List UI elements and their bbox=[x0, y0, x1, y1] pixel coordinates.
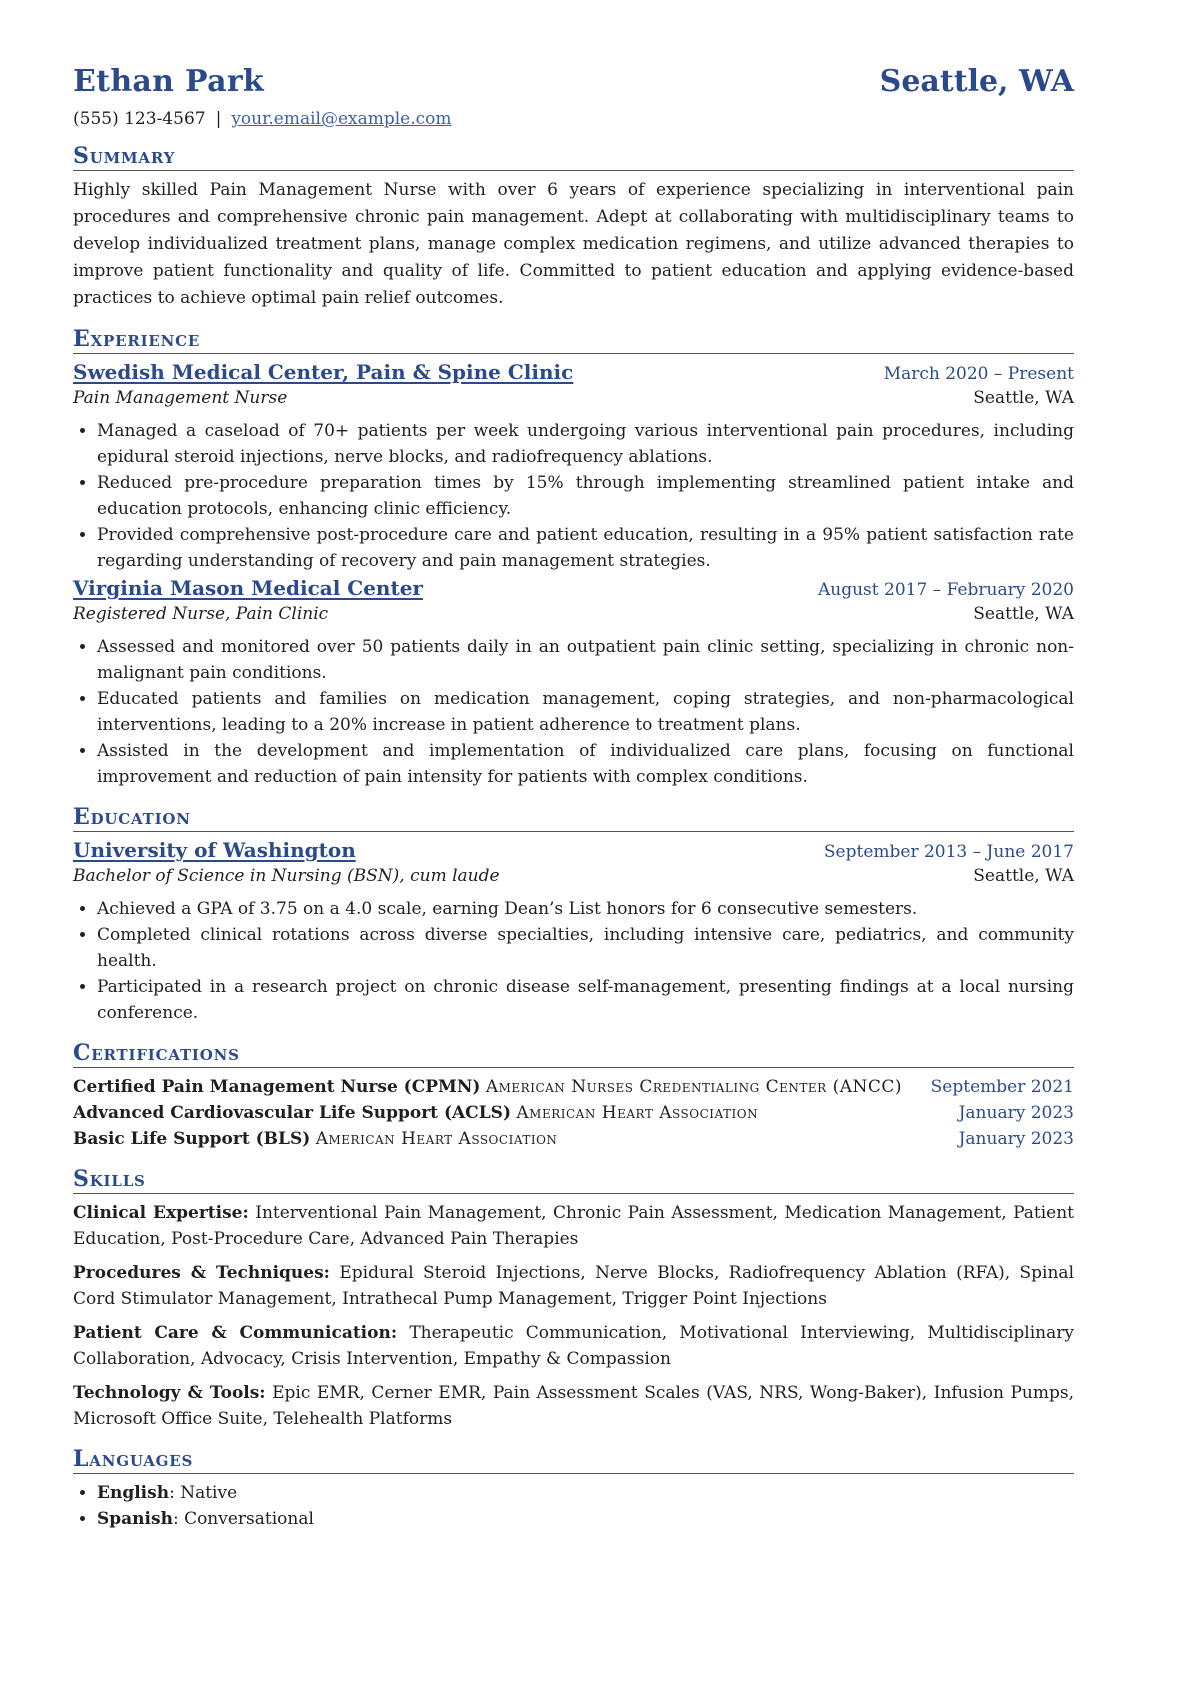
employment-dates: August 2017 – February 2020 bbox=[817, 580, 1074, 600]
list-item: • Assessed and monitored over 50 patients daily in an outpatient pain clinic setting, specializing in chronic non-malignant pain conditions. bbox=[97, 634, 1074, 686]
summary-section bbox=[73, 143, 1074, 312]
skill-label: Technology & Tools: bbox=[73, 1383, 266, 1403]
language-level: : Conversational bbox=[172, 1509, 314, 1529]
list-item: • Reduced pre-procedure preparation times by 15% through implementing streamlined patient intake and education protocols, enhancing clinic efficiency. bbox=[97, 470, 1074, 522]
email-link[interactable]: your.email@example.com bbox=[231, 109, 452, 129]
certification-name: Basic Life Support (BLS) bbox=[73, 1129, 311, 1149]
skill-text: Epidural Steroid Injections, Nerve Blocks, Radiofrequency Ablation (RFA), Spinal Cord Stimulator Management, Intrathecal Pump Management, Trigger Point Injections bbox=[73, 1263, 1075, 1309]
certification-name: Certified Pain Management Nurse (CPMN) bbox=[73, 1077, 481, 1097]
skill-label: Patient Care & Communication: bbox=[73, 1323, 398, 1343]
degree: Bachelor of Science in Nursing (BSN), cum laude bbox=[73, 866, 500, 886]
language-list bbox=[73, 1480, 1074, 1532]
language-level: : Native bbox=[169, 1483, 238, 1503]
job-title: Registered Nurse, Pain Clinic bbox=[73, 604, 329, 624]
bullet-list bbox=[73, 896, 1074, 1026]
certification-date: September 2021 bbox=[930, 1077, 1074, 1097]
skill-group bbox=[73, 1380, 1074, 1432]
skill-text: Therapeutic Communication, Motivational Interviewing, Multidisciplinary Collaboration, Advocacy, Crisis Intervention, Empathy & Compassion bbox=[73, 1323, 1074, 1369]
language-name: English bbox=[97, 1483, 170, 1503]
employer-name[interactable]: Swedish Medical Center, Pain & Spine Clinic bbox=[73, 360, 574, 384]
bullet-list bbox=[73, 634, 1074, 790]
skill-text: Interventional Pain Management, Chronic Pain Assessment, Medication Management, Patient Education, Post-Procedure Care, Advanced Pain Therapies bbox=[73, 1203, 1075, 1249]
section-title-languages: Languages bbox=[73, 1446, 1074, 1474]
certification-item bbox=[73, 1126, 1074, 1152]
list-item: • Participated in a research project on chronic disease self-management, presenting findings at a local nursing conference. bbox=[97, 974, 1074, 1026]
section-title-experience: Experience bbox=[73, 326, 1074, 354]
school-name[interactable]: University of Washington bbox=[73, 838, 356, 862]
section-title-summary: Summary bbox=[73, 143, 1074, 171]
contact-separator: | bbox=[215, 109, 222, 129]
languages-section bbox=[73, 1446, 1074, 1532]
list-item bbox=[97, 1480, 1074, 1506]
summary-text: Highly skilled Pain Management Nurse with over 6 years of experience specializing in interventional pain procedures and comprehensive chronic pain management. Adept at collaborating with multidisciplinary teams to develop individualized treatment plans, manage complex medication regimens, and utilize advanced therapies to improve patient functionality and quality of life. Committed to patient education and applying evidence-based practices to achieve optimal pain relief outcomes. bbox=[73, 180, 1074, 308]
skill-label: Clinical Expertise: bbox=[73, 1203, 249, 1223]
candidate-name: Ethan Park bbox=[73, 64, 265, 99]
bullet-list bbox=[73, 418, 1074, 574]
certification-date: January 2023 bbox=[958, 1103, 1074, 1123]
section-title-education: Education bbox=[73, 804, 1074, 832]
certification-issuer: American Nurses Credentialing Center (ANCC) bbox=[485, 1077, 903, 1097]
section-title-certifications: Certifications bbox=[73, 1040, 1074, 1068]
language-name: Spanish bbox=[97, 1509, 173, 1529]
list-item bbox=[97, 1506, 1074, 1532]
employer-name[interactable]: Virginia Mason Medical Center bbox=[73, 576, 423, 600]
section-title-skills: Skills bbox=[73, 1166, 1074, 1194]
skill-label: Procedures & Techniques: bbox=[73, 1263, 330, 1283]
list-item: • Provided comprehensive post-procedure care and patient education, resulting in a 95% patient satisfaction rate regarding understanding of recovery and pain management strategies. bbox=[97, 522, 1074, 574]
certification-item bbox=[73, 1074, 1074, 1100]
list-item: • Managed a caseload of 70+ patients per week undergoing various interventional pain procedures, including epidural steroid injections, nerve blocks, and radiofrequency ablations. bbox=[97, 418, 1074, 470]
list-item: • Completed clinical rotations across diverse specialties, including intensive care, pediatrics, and community health. bbox=[97, 922, 1074, 974]
certification-issuer: American Heart Association bbox=[315, 1129, 558, 1149]
list-item: • Assisted in the development and implementation of individualized care plans, focusing on functional improvement and reduction of pain intensity for patients with complex conditions. bbox=[97, 738, 1074, 790]
skills-section bbox=[73, 1166, 1074, 1432]
experience-section bbox=[73, 326, 1074, 790]
skill-text: Epic EMR, Cerner EMR, Pain Assessment Scales (VAS, NRS, Wong-Baker), Infusion Pumps, Microsoft Office Suite, Telehealth Platforms bbox=[73, 1383, 1075, 1429]
job-title: Pain Management Nurse bbox=[73, 388, 288, 408]
certification-name: Advanced Cardiovascular Life Support (ACLS) bbox=[73, 1103, 511, 1123]
skill-group bbox=[73, 1260, 1074, 1312]
header bbox=[73, 64, 1074, 99]
education-dates: September 2013 – June 2017 bbox=[823, 842, 1074, 862]
header-location: Seattle, WA bbox=[879, 64, 1074, 99]
list-item: • Educated patients and families on medication management, coping strategies, and non-pharmacological interventions, leading to a 20% increase in patient adherence to treatment plans. bbox=[97, 686, 1074, 738]
phone-number: (555) 123-4567 bbox=[73, 109, 206, 129]
employment-dates: March 2020 – Present bbox=[883, 364, 1074, 384]
experience-entry bbox=[73, 576, 1074, 790]
certifications-section bbox=[73, 1040, 1074, 1152]
skill-group bbox=[73, 1200, 1074, 1252]
experience-entry bbox=[73, 360, 1074, 574]
job-location: Seattle, WA bbox=[973, 604, 1074, 624]
contact-line bbox=[73, 109, 1074, 129]
list-item: • Achieved a GPA of 3.75 on a 4.0 scale, earning Dean’s List honors for 6 consecutive semesters. bbox=[97, 896, 1074, 922]
education-entry bbox=[73, 838, 1074, 1026]
education-section bbox=[73, 804, 1074, 1026]
skill-group bbox=[73, 1320, 1074, 1372]
certification-item bbox=[73, 1100, 1074, 1126]
school-location: Seattle, WA bbox=[973, 866, 1074, 886]
certification-issuer: American Heart Association bbox=[516, 1103, 759, 1123]
job-location: Seattle, WA bbox=[973, 388, 1074, 408]
certification-date: January 2023 bbox=[958, 1129, 1074, 1149]
